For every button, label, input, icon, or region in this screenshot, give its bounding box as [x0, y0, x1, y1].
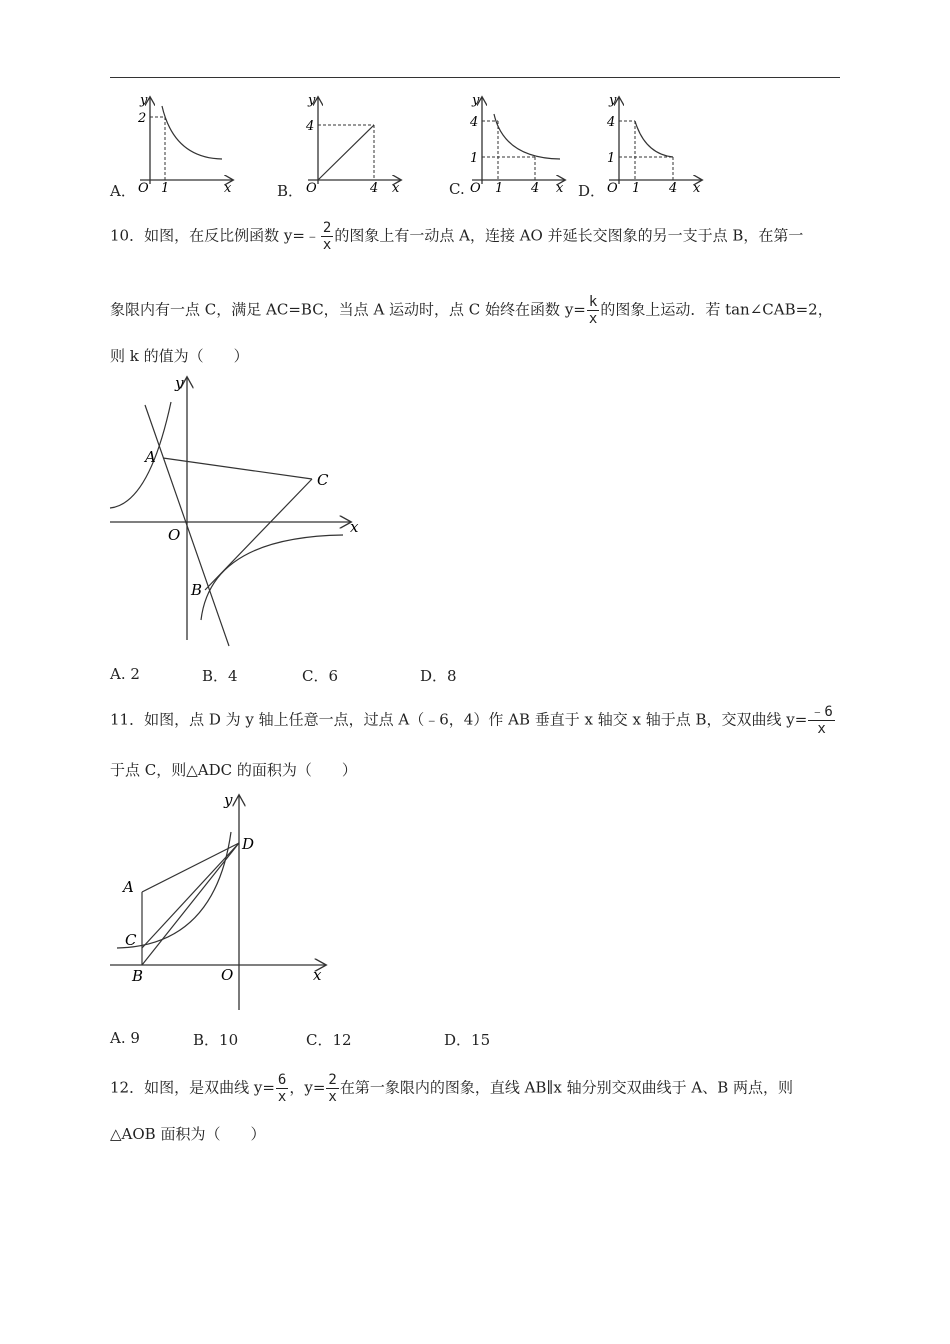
- denominator: x: [817, 721, 826, 737]
- q12-text: 12．如图，是双曲线 y=: [110, 1078, 275, 1097]
- point-label-D: D: [242, 835, 255, 853]
- curve: [494, 114, 560, 159]
- option-c-label: C.: [449, 180, 465, 198]
- tick-label: 2: [138, 111, 147, 126]
- segment-BC: [205, 479, 312, 590]
- option-d-label: D．: [578, 182, 606, 200]
- q10-fraction-2: [587, 294, 599, 327]
- q12-fraction-1: [276, 1072, 288, 1105]
- numerator: k: [588, 294, 598, 310]
- q10-line-1: [110, 220, 803, 253]
- q11-line-2: 于点 C，则△ADC 的面积为（ ）: [110, 761, 357, 779]
- segment-BD: [142, 843, 239, 965]
- tick-label: 4: [306, 119, 315, 134]
- tick-label: 4: [607, 115, 616, 130]
- q11-figure: [105, 788, 335, 1016]
- tick-label: 1: [607, 151, 616, 166]
- tick-label: 1: [495, 181, 504, 196]
- q11-fraction: [808, 704, 834, 737]
- tick-label: 1: [470, 151, 479, 166]
- q12-line-2: △AOB 面积为（ ）: [110, 1125, 266, 1143]
- axis-label-y: y: [175, 374, 184, 392]
- top-rule: [110, 77, 840, 78]
- curve: [635, 121, 673, 157]
- option-b-graph: [296, 92, 408, 196]
- tick-label: O: [470, 181, 481, 196]
- denominator: x: [322, 237, 332, 253]
- point-label-B: B: [132, 967, 144, 985]
- tick-label: x: [224, 181, 232, 196]
- segment-AC: [163, 458, 312, 479]
- q10-text: 的图象上有一动点 A，连接 AO 并延长交图象的另一支于点 B，在第一: [334, 226, 804, 245]
- tick-label: y: [140, 93, 148, 108]
- tick-label: x: [693, 181, 701, 196]
- q10-option-d: D．8: [420, 667, 457, 685]
- option-a-graph: [128, 92, 240, 196]
- option-a-label: A．: [110, 182, 136, 200]
- point-label-C: C: [317, 471, 329, 489]
- numerator: 6: [277, 1072, 287, 1088]
- tick-label: 1: [632, 181, 641, 196]
- q11-option-c: C．12: [306, 1031, 352, 1049]
- tick-label: x: [556, 181, 564, 196]
- q10-text: 的图象上运动．若 tan∠CAB=2，: [600, 300, 833, 319]
- q10-option-c: C．6: [302, 667, 339, 685]
- q10-text: 10．如图，在反比例函数 y=﹣: [110, 226, 320, 245]
- tick-label: O: [607, 181, 618, 196]
- point-label-O: O: [168, 526, 181, 544]
- axis-label-y: y: [224, 791, 233, 809]
- tick-label: x: [392, 181, 400, 196]
- tick-label: y: [308, 93, 316, 108]
- q10-option-b: B．4: [202, 667, 238, 685]
- denominator: x: [328, 1089, 337, 1105]
- tick-label: 1: [161, 181, 170, 196]
- q12-text: 在第一象限内的图象，直线 AB∥x 轴分别交双曲线于 A、B 两点，则: [339, 1078, 794, 1097]
- q10-line-3: 则 k 的值为（ ）: [110, 347, 249, 365]
- q11-option-b: B．10: [193, 1031, 239, 1049]
- segment-AD: [142, 843, 239, 892]
- tick-label: 4: [370, 181, 379, 196]
- segment-CD: [142, 843, 239, 948]
- point-label-A: A: [123, 878, 134, 896]
- point-label-B: B: [191, 581, 203, 599]
- option-b-label: B．: [277, 182, 304, 200]
- tick-label: 4: [470, 115, 479, 130]
- curve: [162, 106, 222, 159]
- tick-label: O: [138, 181, 149, 196]
- segment: [318, 125, 374, 180]
- tick-label: O: [306, 181, 317, 196]
- tick-label: y: [472, 93, 480, 108]
- tick-label: 4: [669, 181, 678, 196]
- q10-option-a: A. 2: [110, 665, 140, 683]
- option-c-graph: [460, 92, 572, 196]
- point-label-A: A: [145, 448, 156, 466]
- q12-text: ，y=: [289, 1078, 326, 1097]
- q10-line-2: [110, 294, 833, 327]
- denominator: x: [277, 1089, 287, 1105]
- option-d-graph: [597, 92, 709, 196]
- numerator: 2: [322, 220, 332, 236]
- q12-line-1: [110, 1072, 793, 1105]
- q12-fraction-2: [326, 1072, 338, 1105]
- q11-option-d: D．15: [444, 1031, 491, 1049]
- hyperbola-branch-4th-quadrant: [201, 535, 343, 620]
- q11-option-a: A. 9: [110, 1029, 140, 1047]
- axis-label-x: x: [313, 966, 322, 984]
- point-label-O: O: [221, 966, 234, 984]
- q10-fraction-1: [321, 220, 333, 253]
- point-label-C: C: [125, 931, 137, 949]
- q11-text: 11．如图，点 D 为 y 轴上任意一点，过点 A（﹣6，4）作 AB 垂直于 x 轴交 x 轴于点 B，交双曲线 y=: [110, 710, 808, 729]
- axis-label-x: x: [350, 518, 359, 536]
- q10-figure: [105, 372, 365, 652]
- denominator: x: [588, 311, 598, 327]
- numerator: 2: [328, 1072, 337, 1088]
- numerator: ﹣6: [810, 704, 833, 720]
- q10-text: 象限内有一点 C，满足 AC=BC，当点 A 运动时，点 C 始终在函数 y=: [110, 300, 586, 319]
- q11-line-1: [110, 704, 836, 737]
- tick-label: 4: [531, 181, 540, 196]
- tick-label: y: [609, 93, 617, 108]
